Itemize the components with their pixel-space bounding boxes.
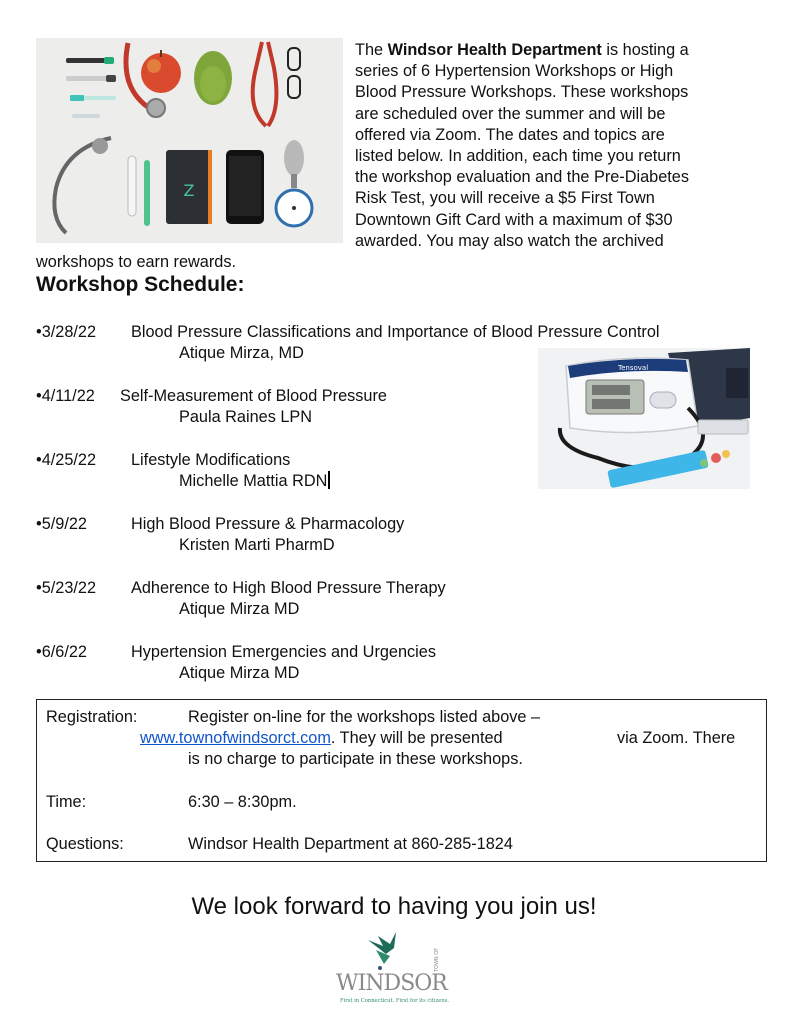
- schedule-speaker: Atique Mirza MD: [179, 664, 300, 682]
- schedule-date: •4/11/22: [36, 387, 95, 405]
- registration-line-3: is no charge to participate in these workshops.: [188, 750, 523, 768]
- questions-value: Windsor Health Department at 860-285-1824: [188, 835, 513, 853]
- workshop-schedule-heading: Workshop Schedule:: [36, 273, 245, 296]
- svg-text:Z: Z: [183, 181, 195, 200]
- logo-top-text: TOWN OF: [434, 947, 440, 972]
- time-label: Time:: [46, 793, 87, 811]
- schedule-title: Hypertension Emergencies and Urgencies: [131, 643, 436, 661]
- schedule-item: [36, 450, 536, 494]
- text-cursor: [328, 471, 330, 489]
- schedule-title: Self-Measurement of Blood Pressure: [120, 387, 387, 405]
- blood-pressure-monitor-photo: [538, 348, 750, 489]
- intro-last-line: workshops to earn rewards.: [36, 253, 236, 271]
- schedule-date: •4/25/22: [36, 451, 97, 469]
- schedule-speaker: Kristen Marti PharmD: [179, 536, 335, 554]
- intro-line: Blood Pressure Workshops. These workshops: [355, 83, 689, 102]
- schedule-item: [36, 514, 536, 558]
- intro-line: the workshop evaluation and the Pre-Diabetes: [355, 168, 689, 187]
- registration-info-box: [36, 699, 767, 862]
- logo-name: WINDSOR: [336, 971, 447, 996]
- schedule-speaker: Atique Mirza MD: [179, 600, 300, 618]
- questions-label: Questions:: [46, 835, 124, 853]
- schedule-speaker: Atique Mirza, MD: [179, 344, 304, 362]
- town-of-windsor-logo: [328, 928, 458, 1008]
- schedule-speaker: Paula Raines LPN: [179, 408, 313, 426]
- schedule-title: High Blood Pressure & Pharmacology: [131, 515, 405, 533]
- intro-line: Risk Test, you will receive a $5 First Town: [355, 189, 655, 208]
- schedule-item: [36, 386, 536, 430]
- bp-monitor-illustration: [538, 348, 750, 489]
- schedule-title: Lifestyle Modifications: [131, 451, 291, 469]
- registration-line-2: www.townofwindsorct.com. They will be presented: [140, 729, 503, 747]
- website-link[interactable]: www.townofwindsorct.com: [140, 729, 331, 747]
- intro-line: awarded. You may also watch the archived: [355, 231, 664, 250]
- department-name: Windsor Health Department: [387, 41, 602, 59]
- health-items-illustration: [36, 38, 343, 243]
- schedule-date: •5/9/22: [36, 515, 87, 533]
- logo-tagline: First in Connecticut. First for its citizens.: [340, 998, 450, 1004]
- intro-line: series of 6 Hypertension Workshops or High: [355, 62, 674, 81]
- schedule-title: Adherence to High Blood Pressure Therapy: [131, 579, 446, 597]
- schedule-item: [36, 578, 536, 622]
- intro-line: listed below. In addition, each time you return: [355, 147, 681, 166]
- health-items-photo: [36, 38, 343, 243]
- schedule-date: •6/6/22: [36, 643, 87, 661]
- schedule-item: [36, 642, 536, 686]
- intro-line: Downtown Gift Card with a maximum of $30: [355, 210, 673, 229]
- registration-line-1: Register on-line for the workshops listed above –: [188, 708, 541, 726]
- registration-line-2-end: via Zoom. There: [617, 729, 736, 747]
- intro-line: are scheduled over the summer and will be: [355, 104, 666, 123]
- intro-paragraph: [355, 40, 689, 252]
- intro-line-1: The Windsor Health Department is hosting a: [355, 41, 689, 59]
- intro-line: offered via Zoom. The dates and topics are: [355, 125, 665, 144]
- windsor-logo-graphic: [328, 928, 458, 1008]
- schedule-title: Blood Pressure Classifications and Importance of Blood Pressure Control: [131, 323, 660, 341]
- schedule-speaker: Michelle Mattia RDN: [179, 471, 330, 492]
- schedule-date: •5/23/22: [36, 579, 97, 597]
- closing-message: We look forward to having you join us!: [191, 893, 597, 920]
- bp-brand-label: Tensoval: [618, 364, 649, 372]
- time-value: 6:30 – 8:30pm.: [188, 793, 297, 811]
- registration-label: Registration:: [46, 708, 138, 726]
- schedule-date: •3/28/22: [36, 323, 97, 341]
